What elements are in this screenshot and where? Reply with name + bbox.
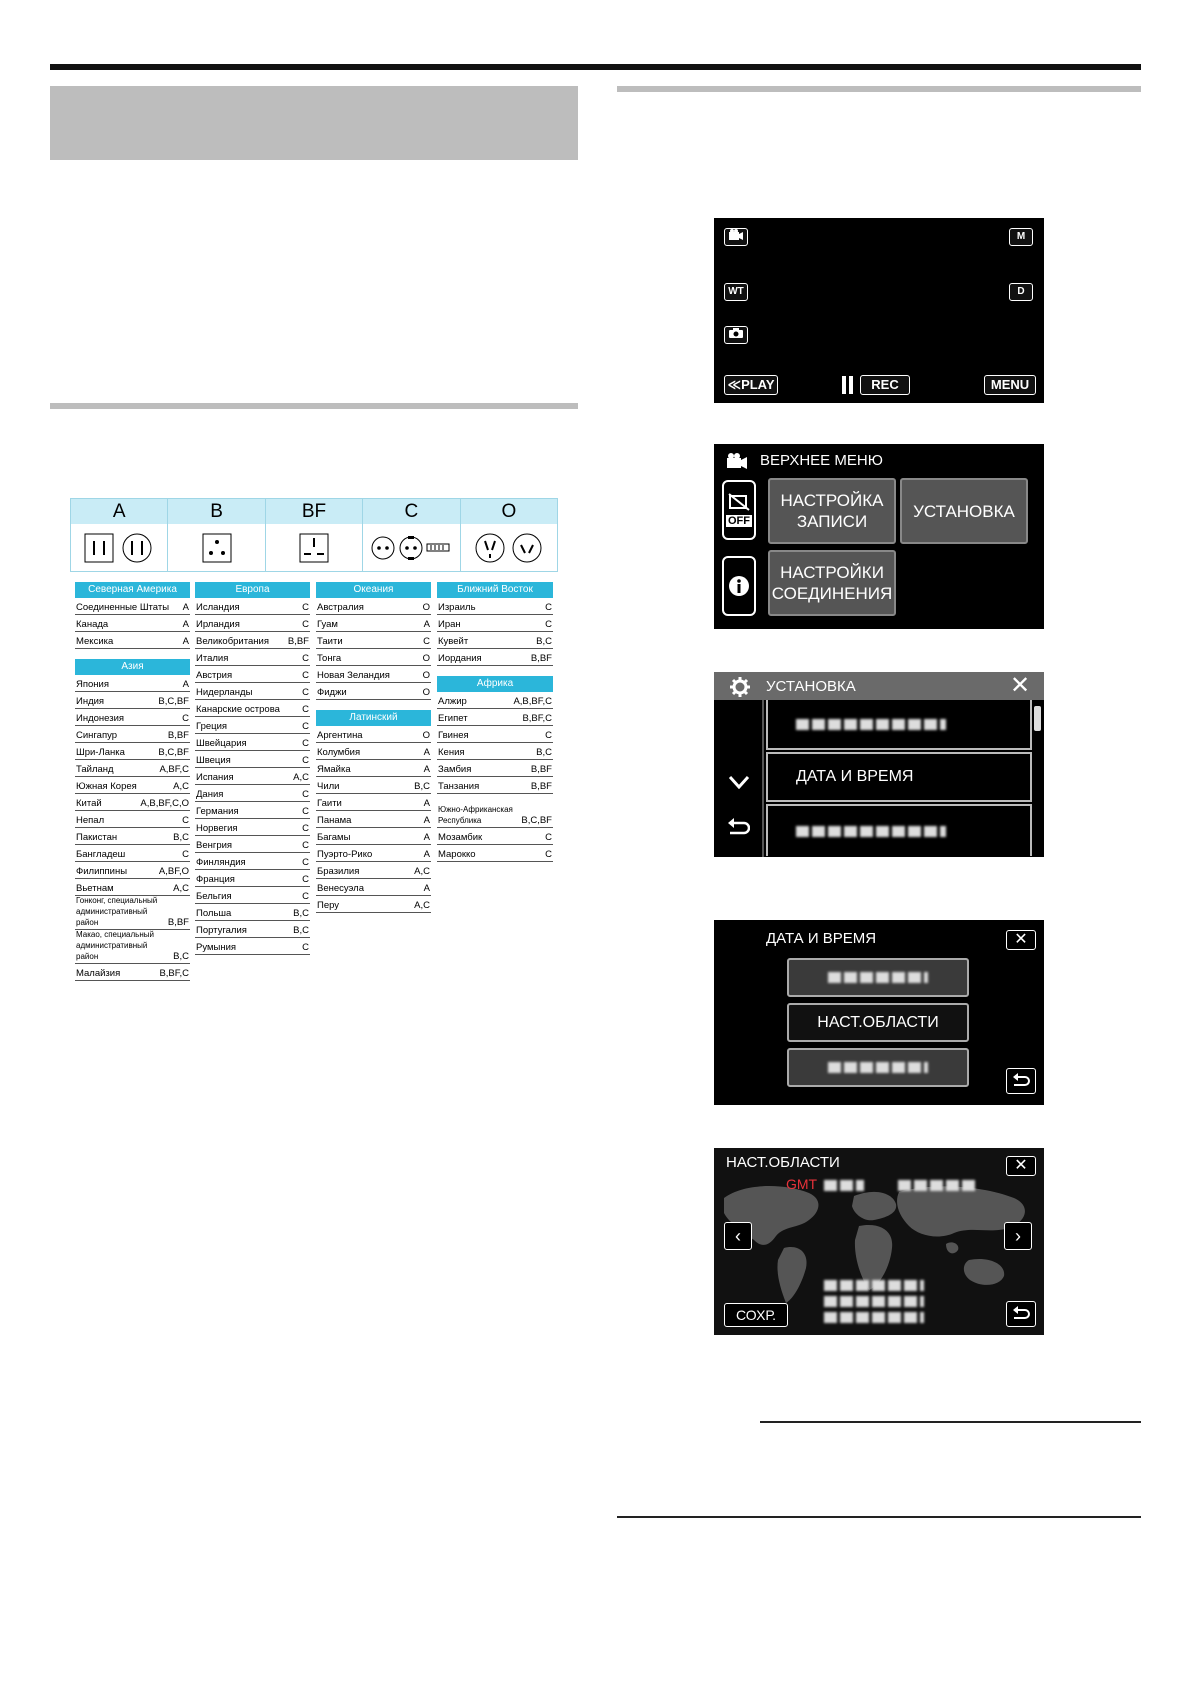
country-row bbox=[195, 938, 310, 955]
country-name: Южно-Африканская Республика bbox=[438, 805, 513, 825]
country-name: Индонезия bbox=[76, 713, 125, 724]
country-row bbox=[437, 692, 553, 709]
country-name: Перу bbox=[317, 900, 340, 911]
country-name: Тайланд bbox=[76, 764, 114, 775]
country-name: Марокко bbox=[438, 849, 476, 860]
blurred-text bbox=[796, 719, 946, 730]
country-row bbox=[195, 615, 310, 632]
country-row bbox=[195, 751, 310, 768]
country-name: Норвегия bbox=[196, 823, 238, 834]
country-name: Панама bbox=[317, 815, 352, 826]
country-row bbox=[75, 811, 190, 828]
plug-types: C bbox=[545, 849, 552, 860]
country-name: Кения bbox=[438, 747, 465, 758]
country-name: Германия bbox=[196, 806, 239, 817]
country-row bbox=[75, 692, 190, 709]
country-row bbox=[316, 743, 431, 760]
country-row bbox=[75, 964, 190, 981]
close-icon[interactable]: ✕ bbox=[1010, 672, 1031, 699]
time-row-1-blurred bbox=[824, 1280, 924, 1291]
plug-types: B,BF bbox=[167, 917, 189, 928]
country-row bbox=[316, 726, 431, 743]
country-name: Дания bbox=[196, 789, 224, 800]
country-name: Ямайка bbox=[317, 764, 351, 775]
country-name: Португалия bbox=[196, 925, 247, 936]
country-name: Исландия bbox=[196, 602, 240, 613]
country-name: Алжир bbox=[438, 696, 467, 707]
country-name: Тонга bbox=[317, 653, 342, 664]
m-mode-icon[interactable]: M bbox=[1009, 228, 1033, 246]
plug-types: C bbox=[302, 721, 309, 732]
country-name: Канарские острова bbox=[196, 704, 280, 715]
off-label: OFF bbox=[728, 515, 750, 527]
country-name: Пуэрто-Рико bbox=[317, 849, 373, 860]
country-name: Финляндия bbox=[196, 857, 246, 868]
country-name: Израиль bbox=[438, 602, 476, 613]
country-row bbox=[75, 930, 190, 964]
country-row bbox=[437, 845, 553, 862]
plug-type-table bbox=[70, 498, 558, 572]
gmt-offset-blurred bbox=[824, 1180, 864, 1191]
country-row bbox=[316, 598, 431, 615]
plug-types: A,BF,O bbox=[158, 866, 189, 877]
recording-screen bbox=[714, 218, 1044, 403]
wt-icon[interactable]: WT bbox=[724, 283, 748, 301]
plug-types: O bbox=[422, 653, 430, 664]
country-row bbox=[437, 760, 553, 777]
blurred-text bbox=[828, 972, 928, 983]
gmt-label: GMT bbox=[786, 1176, 818, 1192]
country-name: Австралия bbox=[317, 602, 364, 613]
country-name: Мозамбик bbox=[438, 832, 483, 843]
country-name: Швейцария bbox=[196, 738, 247, 749]
country-row bbox=[195, 683, 310, 700]
country-row bbox=[316, 683, 431, 700]
country-row bbox=[437, 794, 553, 828]
camera-icon[interactable] bbox=[724, 326, 748, 344]
country-row bbox=[437, 828, 553, 845]
plug-types: B,BF,C bbox=[522, 713, 552, 724]
plug-types: A,C bbox=[414, 900, 430, 911]
plug-types: A bbox=[423, 798, 430, 809]
plug-type-c: C bbox=[363, 499, 460, 524]
country-name: Индия bbox=[76, 696, 105, 707]
play-button[interactable]: ≪PLAY bbox=[724, 375, 778, 395]
country-row bbox=[316, 879, 431, 896]
country-name: Польша bbox=[196, 908, 232, 919]
country-name: Австрия bbox=[196, 670, 233, 681]
plug-types: C bbox=[423, 636, 430, 647]
plug-types: B,C,BF bbox=[158, 747, 189, 758]
country-name: Колумбия bbox=[317, 747, 361, 758]
country-row bbox=[437, 777, 553, 794]
plug-types: C bbox=[302, 789, 309, 800]
country-row bbox=[195, 785, 310, 802]
country-name: Чили bbox=[317, 781, 340, 792]
country-name: Гаити bbox=[317, 798, 342, 809]
plug-types: C bbox=[302, 738, 309, 749]
setup-button[interactable]: УСТАНОВКА bbox=[900, 478, 1028, 544]
plug-types: C bbox=[302, 891, 309, 902]
pause-icon bbox=[841, 375, 855, 395]
country-column-2 bbox=[195, 582, 310, 955]
country-name: Испания bbox=[196, 772, 234, 783]
scrollbar[interactable] bbox=[1034, 706, 1041, 731]
country-name: Шри-Ланка bbox=[76, 747, 125, 758]
country-name: Швеция bbox=[196, 755, 231, 766]
plug-types: B,BF bbox=[530, 781, 552, 792]
plug-c-icon bbox=[363, 524, 460, 572]
country-row bbox=[437, 615, 553, 632]
plug-types: A,C bbox=[173, 781, 189, 792]
plug-types: A bbox=[423, 619, 430, 630]
country-row bbox=[195, 802, 310, 819]
silent-mode-button[interactable] bbox=[722, 480, 756, 540]
region-heading: Латинский bbox=[316, 710, 431, 726]
country-name: Италия bbox=[196, 653, 229, 664]
country-row bbox=[75, 709, 190, 726]
plug-type-o: O bbox=[501, 501, 517, 522]
list-item-label: ДАТА И ВРЕМЯ bbox=[796, 768, 914, 785]
setup-title-bar bbox=[714, 672, 1044, 700]
prev-region-button[interactable]: ‹ bbox=[724, 1222, 752, 1250]
country-name: Макао, специальный административный район bbox=[76, 930, 154, 961]
country-name: Малайзия bbox=[76, 968, 121, 979]
bottom-rule bbox=[617, 1516, 1141, 1518]
plug-types: C bbox=[302, 670, 309, 681]
blurred-text bbox=[828, 1062, 928, 1073]
plug-bf-icon bbox=[266, 524, 363, 572]
plug-types: C bbox=[302, 653, 309, 664]
country-name: Гвинея bbox=[438, 730, 469, 741]
plug-types: A bbox=[182, 619, 189, 630]
country-row bbox=[437, 649, 553, 666]
plug-types: A bbox=[423, 747, 430, 758]
country-row bbox=[316, 811, 431, 828]
plug-types: A bbox=[182, 602, 189, 613]
area-setting-label: НАСТ.ОБЛАСТИ bbox=[817, 1013, 939, 1031]
list-divider bbox=[762, 700, 764, 857]
scroll-down-icon[interactable] bbox=[728, 775, 750, 794]
country-row bbox=[75, 632, 190, 649]
country-name: Мексика bbox=[76, 636, 114, 647]
area-setting-screen bbox=[714, 1148, 1044, 1335]
plug-types: A bbox=[423, 764, 430, 775]
plug-types: C bbox=[302, 755, 309, 766]
country-row bbox=[316, 845, 431, 862]
next-region-button[interactable]: › bbox=[1004, 1222, 1032, 1250]
plug-types: O bbox=[422, 670, 430, 681]
plug-a-icon bbox=[71, 524, 168, 572]
country-name: Гуам bbox=[317, 619, 338, 630]
country-row bbox=[75, 615, 190, 632]
country-row bbox=[75, 743, 190, 760]
country-row bbox=[195, 853, 310, 870]
country-row bbox=[75, 896, 190, 930]
country-name: Бельгия bbox=[196, 891, 232, 902]
country-name: Бангладеш bbox=[76, 849, 126, 860]
plug-types: B,BF,C bbox=[159, 968, 189, 979]
plug-types: C bbox=[545, 832, 552, 843]
country-column-3 bbox=[316, 582, 431, 913]
screen-title: ВЕРХНЕЕ МЕНЮ bbox=[760, 452, 883, 469]
country-row bbox=[75, 760, 190, 777]
plug-types: B,C bbox=[173, 832, 189, 843]
plug-types: B,C bbox=[536, 747, 552, 758]
country-row bbox=[195, 666, 310, 683]
country-name: Соединенные Штаты bbox=[76, 602, 170, 613]
plug-types: B,BF bbox=[530, 764, 552, 775]
country-row bbox=[195, 887, 310, 904]
screen-title: НАСТ.ОБЛАСТИ bbox=[726, 1154, 840, 1171]
country-row bbox=[316, 777, 431, 794]
country-row bbox=[195, 768, 310, 785]
plug-types: O bbox=[422, 730, 430, 741]
region-name-blurred bbox=[898, 1180, 978, 1191]
plug-types: C bbox=[302, 704, 309, 715]
screen-title: УСТАНОВКА bbox=[766, 678, 856, 695]
plug-types: A bbox=[182, 679, 189, 690]
country-row bbox=[316, 649, 431, 666]
plug-types: B,C bbox=[536, 636, 552, 647]
country-name: Китай bbox=[76, 798, 102, 809]
country-name: Иран bbox=[438, 619, 461, 630]
connection-settings-button[interactable]: НАСТРОЙКИ СОЕДИНЕНИЯ bbox=[768, 550, 896, 616]
country-row bbox=[195, 836, 310, 853]
country-row bbox=[316, 862, 431, 879]
record-settings-button[interactable]: НАСТРОЙКА ЗАПИСИ bbox=[768, 478, 896, 544]
plug-types: C bbox=[182, 713, 189, 724]
country-name: Нидерланды bbox=[196, 687, 253, 698]
info-button[interactable] bbox=[722, 556, 756, 616]
plug-types: C bbox=[302, 806, 309, 817]
plug-types: C bbox=[545, 730, 552, 741]
time-row-3-blurred bbox=[824, 1312, 924, 1323]
country-name: Канада bbox=[76, 619, 109, 630]
region-heading: Азия bbox=[75, 659, 190, 675]
plug-types: A bbox=[423, 832, 430, 843]
country-name: Венгрия bbox=[196, 840, 233, 851]
plug-types: A bbox=[423, 883, 430, 894]
plug-types: O bbox=[422, 687, 430, 698]
save-button[interactable]: СОХР. bbox=[724, 1303, 788, 1327]
country-name: Новая Зеландия bbox=[317, 670, 390, 681]
plug-types: C bbox=[302, 857, 309, 868]
country-row bbox=[316, 828, 431, 845]
setup-list-item-date-time[interactable] bbox=[766, 752, 1032, 802]
plug-section-header bbox=[50, 403, 578, 409]
country-row bbox=[195, 904, 310, 921]
plug-types: C bbox=[302, 823, 309, 834]
country-name: Румыния bbox=[196, 942, 237, 953]
country-row bbox=[437, 632, 553, 649]
plug-types: C bbox=[545, 619, 552, 630]
country-row bbox=[75, 862, 190, 879]
country-row bbox=[437, 598, 553, 615]
top-rule bbox=[50, 64, 1141, 70]
country-row bbox=[195, 870, 310, 887]
country-name: Пакистан bbox=[76, 832, 118, 843]
country-row bbox=[75, 675, 190, 692]
date-time-option-3[interactable] bbox=[787, 1048, 969, 1087]
plug-types: B,C bbox=[173, 951, 189, 962]
country-name: Замбия bbox=[438, 764, 472, 775]
region-heading: Ближний Восток bbox=[437, 582, 553, 598]
plug-type-a: A bbox=[71, 499, 168, 524]
left-section-header bbox=[50, 86, 578, 160]
plug-types: B,C,BF bbox=[521, 815, 552, 826]
country-row bbox=[316, 794, 431, 811]
country-row bbox=[75, 726, 190, 743]
country-row bbox=[195, 734, 310, 751]
country-row bbox=[195, 700, 310, 717]
country-row bbox=[195, 598, 310, 615]
plug-types: C bbox=[302, 687, 309, 698]
plug-types: B,C,BF bbox=[158, 696, 189, 707]
country-name: Греция bbox=[196, 721, 228, 732]
country-row bbox=[316, 632, 431, 649]
plug-types: B,BF bbox=[167, 730, 189, 741]
setup-list-item-1[interactable] bbox=[766, 700, 1032, 750]
blurred-text bbox=[796, 826, 946, 837]
country-name: Непал bbox=[76, 815, 105, 826]
country-name: Франция bbox=[196, 874, 235, 885]
region-heading: Северная Америка bbox=[75, 582, 190, 598]
plug-types: A,C bbox=[293, 772, 309, 783]
country-row bbox=[437, 709, 553, 726]
country-row bbox=[195, 921, 310, 938]
plug-types: C bbox=[182, 815, 189, 826]
country-row bbox=[437, 726, 553, 743]
close-icon[interactable]: ✕ bbox=[1006, 1156, 1036, 1176]
country-row bbox=[75, 777, 190, 794]
back-icon[interactable] bbox=[726, 817, 750, 842]
country-name: Бразилия bbox=[317, 866, 360, 877]
plug-types: A bbox=[182, 636, 189, 647]
country-row bbox=[316, 896, 431, 913]
plug-types: A,B,BF,C,O bbox=[140, 798, 189, 809]
gear-icon bbox=[730, 677, 750, 702]
country-name: Багамы bbox=[317, 832, 351, 843]
country-row bbox=[75, 598, 190, 615]
country-row bbox=[195, 717, 310, 734]
plug-o-icon bbox=[461, 524, 557, 572]
screen-title: ДАТА И ВРЕМЯ bbox=[766, 930, 877, 947]
date-time-option-1[interactable] bbox=[787, 958, 969, 997]
country-name: Великобритания bbox=[196, 636, 269, 647]
country-name: Фиджи bbox=[317, 687, 347, 698]
country-row bbox=[75, 828, 190, 845]
plug-type-b: B bbox=[168, 499, 265, 524]
plug-types: A,C bbox=[414, 866, 430, 877]
country-name: Южная Корея bbox=[76, 781, 137, 792]
plug-types: B,C bbox=[414, 781, 430, 792]
country-name: Египет bbox=[438, 713, 468, 724]
plug-types: C bbox=[302, 874, 309, 885]
country-row bbox=[195, 649, 310, 666]
menu-button[interactable]: MENU bbox=[984, 375, 1036, 395]
plug-types: C bbox=[302, 619, 309, 630]
country-name: Гонконг, специальный административный район bbox=[76, 896, 158, 927]
close-icon[interactable]: ✕ bbox=[1006, 930, 1036, 950]
time-row-2-blurred bbox=[824, 1296, 924, 1307]
plug-types: A bbox=[423, 815, 430, 826]
right-section-header bbox=[617, 86, 1141, 92]
plug-types: A,B,BF,C bbox=[513, 696, 552, 707]
country-row bbox=[195, 632, 310, 649]
country-column-1 bbox=[75, 582, 190, 981]
plug-types: C bbox=[302, 602, 309, 613]
country-name: Иордания bbox=[438, 653, 482, 664]
plug-type-bf: BF bbox=[266, 499, 363, 524]
plug-types: A bbox=[423, 849, 430, 860]
country-row bbox=[75, 794, 190, 811]
plug-types: B,C bbox=[293, 908, 309, 919]
country-name: Вьетнам bbox=[76, 883, 114, 894]
video-camera-icon[interactable] bbox=[724, 228, 748, 246]
rec-button[interactable]: REC bbox=[860, 375, 910, 395]
country-name: Кувейт bbox=[438, 636, 469, 647]
country-row bbox=[75, 879, 190, 896]
plug-types: B,C bbox=[293, 925, 309, 936]
region-heading: Океания bbox=[316, 582, 431, 598]
country-name: Ирландия bbox=[196, 619, 240, 630]
plug-types: C bbox=[182, 849, 189, 860]
plug-types: O bbox=[422, 602, 430, 613]
top-menu-screen bbox=[714, 444, 1044, 629]
country-name: Филиппины bbox=[76, 866, 128, 877]
plug-types: A,C bbox=[173, 883, 189, 894]
country-name: Танзания bbox=[438, 781, 480, 792]
country-row bbox=[316, 760, 431, 777]
plug-types: C bbox=[302, 942, 309, 953]
region-heading: Европа bbox=[195, 582, 310, 598]
plug-types: B,BF bbox=[530, 653, 552, 664]
back-icon[interactable] bbox=[1006, 1068, 1036, 1094]
plug-types: C bbox=[302, 840, 309, 851]
country-row bbox=[195, 819, 310, 836]
plug-types: C bbox=[545, 602, 552, 613]
note-rule bbox=[760, 1421, 1141, 1423]
country-row bbox=[437, 743, 553, 760]
country-name: Аргентина bbox=[317, 730, 363, 741]
plug-b-icon bbox=[168, 524, 265, 572]
area-setting-button[interactable] bbox=[787, 1003, 969, 1042]
country-name: Венесуэла bbox=[317, 883, 365, 894]
country-row bbox=[316, 615, 431, 632]
country-column-4 bbox=[437, 582, 553, 862]
country-name: Сингапур bbox=[76, 730, 118, 741]
country-name: Таити bbox=[317, 636, 343, 647]
country-row bbox=[316, 666, 431, 683]
country-name: Япония bbox=[76, 679, 109, 690]
video-camera-icon bbox=[726, 452, 748, 475]
d-icon[interactable]: D bbox=[1009, 283, 1033, 301]
region-heading: Африка bbox=[437, 676, 553, 692]
setup-list-item-3[interactable] bbox=[766, 804, 1032, 856]
plug-types: A,BF,C bbox=[159, 764, 189, 775]
country-row bbox=[75, 845, 190, 862]
back-icon[interactable] bbox=[1006, 1301, 1036, 1327]
plug-types: B,BF bbox=[287, 636, 309, 647]
